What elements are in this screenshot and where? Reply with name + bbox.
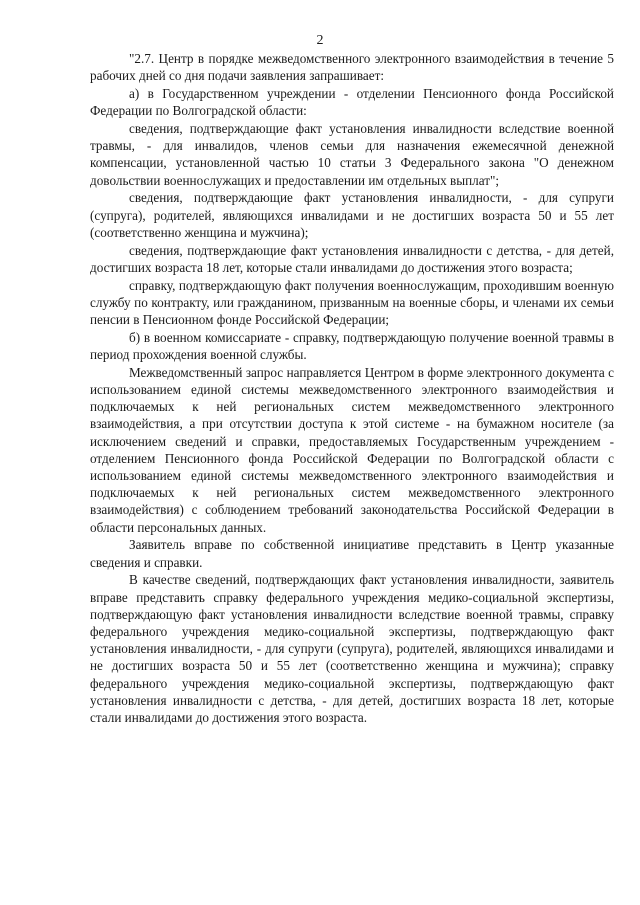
paragraph-alternative-documents: В качестве сведений, подтверждающих факт установления инвалидности, заявитель вправе представить справку федерального учреждения медико-социальной экспертизы, подтверждающую факт установления инвалидности вследствие военной травмы, справку федерального учреждения медико-социальной экспертизы, подтверждающую факт установления инвалидности, - для супруги (супруга), родителей, являющихся инвалидами и не достигших возраста 50 и 55 лет (соответственно женщина и мужчина); справку федерального учреждения медико-социальной экспертизы, подтверждающую факт установления инвалидности с детства, - для детей, достигших возраста 18 лет, которые стали инвалидами до достижения этого возраста.	[90, 572, 614, 726]
paragraph-military-trauma-info: сведения, подтверждающие факт установления инвалидности вследствие военной травмы, - для инвалидов, членов семьи для назначения ежемесячной денежной компенсации, установленной частью 10 статьи 3 Федерального закона "О денежном довольствии военнослужащих и предоставлении им отдельных выплат";	[90, 121, 614, 188]
paragraph-intro: "2.7. Центр в порядке межведомственного электронного взаимодействия в течение 5 рабочих дней со дня подачи заявления запрашивает:	[90, 51, 614, 84]
paragraph-item-a: а) в Государственном учреждении - отделении Пенсионного фонда Российской Федерации по Волгоградской области:	[90, 86, 614, 119]
document-body	[90, 50, 614, 727]
page-number: 2	[316, 33, 324, 48]
paragraph-applicant-right: Заявитель вправе по собственной инициативе представить в Центр указанные сведения и справки.	[90, 537, 614, 570]
paragraph-spouse-parents-info: сведения, подтверждающие факт установления инвалидности, - для супруги (супруга), родителей, являющихся инвалидами и не достигших возраста 50 и 55 лет (соответственно женщина и мужчина);	[90, 190, 614, 240]
paragraph-childhood-disability-info: сведения, подтверждающие факт установления инвалидности с детства, - для детей, достигших возраста 18 лет, которые стали инвалидами до достижения этого возраста;	[90, 242, 614, 275]
paragraph-pension-certificate: справку, подтверждающую факт получения военнослужащим, проходившим военную службу по контракту, или гражданином, призванным на военные сборы, и членами их семьи пенсии в Пенсионном фонде Российской Федерации;	[90, 277, 614, 328]
paragraph-interagency-request: Межведомственный запрос направляется Центром в форме электронного документа с использованием единой системы межведомственного электронного взаимодействия и подключаемых к ней региональных систем межведомственного электронного взаимодействия, а при отсутствии доступа к этой системе - на бумажном носителе (за исключением сведений и справки, предоставляемых Государственным учреждением - отделением Пенсионного фонда Российской Федерации по Волгоградской области с использованием единой системы межведомственного электронного взаимодействия и подключаемых к ней региональных систем межведомственного электронного взаимодействия) с соблюдением требований законодательства Российской Федерации в области персональных данных.	[90, 364, 614, 535]
paragraph-item-b: б) в военном комиссариате - справку, подтверждающую получение военной травмы в период прохождения военной службы.	[90, 329, 614, 363]
